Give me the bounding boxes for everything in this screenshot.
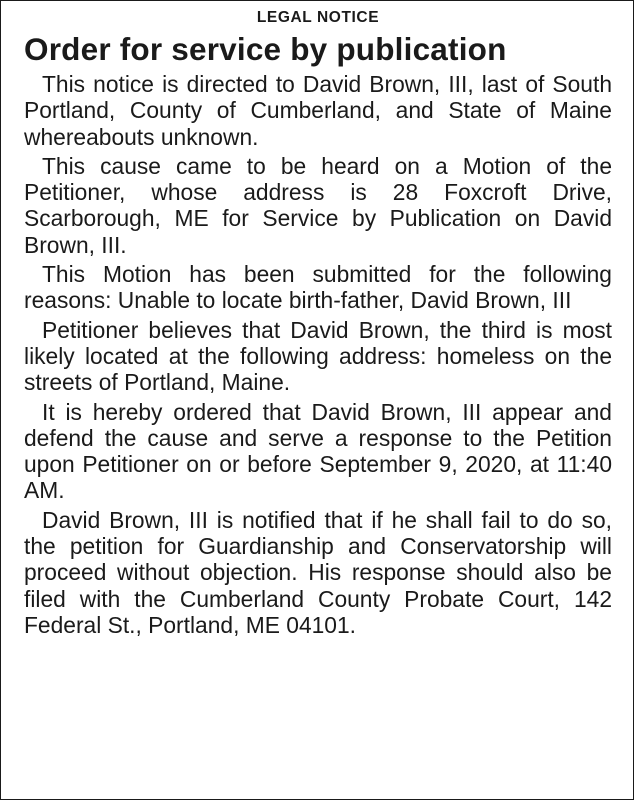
paragraph-directed-to: This notice is directed to David Brown, III, last of South Portland, County of Cumberland, and State of Maine whereabouts unknown. [24,71,612,150]
paragraph-order: It is hereby ordered that David Brown, III appear and defend the cause and serve a response to the Petition upon Petitioner on or before September 9, 2020, at 11:40 AM. [24,398,612,504]
paragraph-address: Petitioner believes that David Brown, the third is most likely located at the following address: homeless on the streets of Portland, Maine. [24,316,612,396]
notice-body [24,71,612,638]
paragraph-notification: David Brown, III is notified that if he shall fail to do so, the petition for Guardianship and Conservatorship will proceed without objection. His response should also be filed with the Cumberland County Probate Court, 142 Federal St., Portland, ME 04101. [24,506,612,638]
paragraph-motion: This cause came to be heard on a Motion of the Petitioner, whose address is 28 Foxcroft Drive, Scarborough, ME for Service by Publication on David Brown, III. [24,152,612,258]
paragraph-reasons: This Motion has been submitted for the following reasons: Unable to locate birth-father, David Brown, III [24,261,612,314]
notice-kicker: LEGAL NOTICE [256,9,380,26]
notice-title: Order for service by publication [24,31,507,67]
